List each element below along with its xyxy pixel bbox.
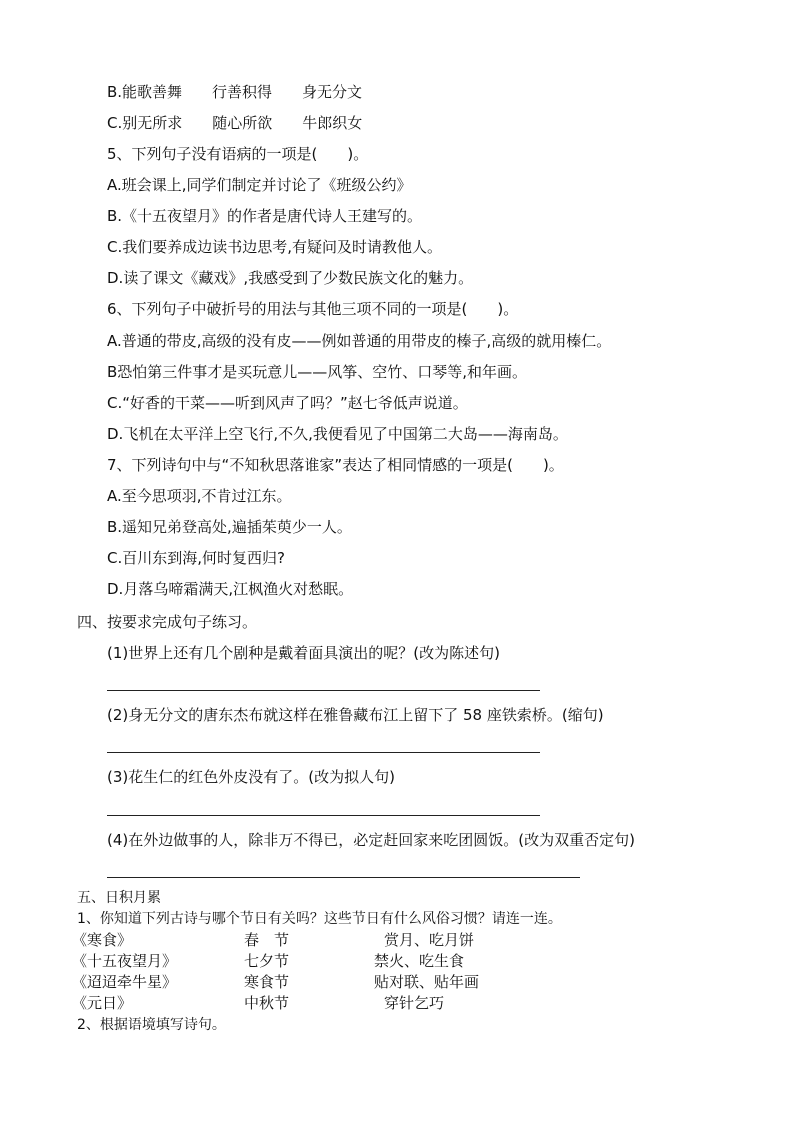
section5-q1: 1、你知道下列古诗与哪个节日有关吗？这些节日有什么风俗习惯？请连一连。 (77, 911, 562, 927)
q7-option-a: A.至今思项羽,不肯过江东。 (107, 487, 292, 505)
q5-option-a: A.班会课上,同学们制定并讨论了《班级公约》 (107, 176, 412, 194)
poem-item[interactable]: 《元日》 (72, 994, 133, 1012)
section4-item-3: (3)花生仁的红色外皮没有了。(改为拟人句) (107, 768, 395, 786)
section5-q2: 2、根据语境填写诗句。 (77, 1017, 226, 1033)
q6-stem: 6、下列句子中破折号的用法与其他三项不同的一项是( )。 (107, 300, 519, 318)
section4-item-2: (2)身无分文的唐东杰布就这样在雅鲁藏布江上留下了 58 座铁索桥。(缩句) (107, 706, 604, 724)
q5-stem: 5、下列句子没有语病的一项是( )。 (107, 145, 369, 163)
poem-item[interactable]: 《寒食》 (72, 931, 133, 949)
q4-option-c: C.别无所求 随心所欲 牛郎织女 (107, 114, 363, 132)
q5-option-b: B.《十五夜望月》的作者是唐代诗人王建写的。 (107, 207, 423, 225)
answer-line-4[interactable] (107, 877, 580, 878)
q5-option-c: C.我们要养成边读书边思考,有疑问及时请教他人。 (107, 238, 443, 256)
answer-line-3[interactable] (107, 815, 540, 816)
q6-option-c: C.“好香的干菜——听到风声了吗？”赵七爷低声说道。 (107, 394, 468, 412)
festival-item[interactable]: 七夕节 (244, 952, 290, 970)
poem-item[interactable]: 《迢迢牵牛星》 (72, 973, 178, 991)
custom-item[interactable]: 赏月、吃月饼 (384, 931, 475, 949)
q7-stem: 7、下列诗句中与“不知秋思落谁家”表达了相同情感的一项是( )。 (107, 456, 564, 474)
section4-item-4: (4)在外边做事的人，除非万不得已，必定赶回家来吃团圆饭。(改为双重否定句) (107, 831, 635, 849)
answer-line-1[interactable] (107, 690, 540, 691)
q6-option-b: B恐怕第三件事才是买玩意儿——风筝、空竹、口琴等,和年画。 (107, 363, 528, 381)
section5-title: 五、日积月累 (77, 890, 161, 906)
answer-line-2[interactable] (107, 752, 540, 753)
poem-item[interactable]: 《十五夜望月》 (72, 952, 178, 970)
custom-item[interactable]: 穿针乞巧 (384, 994, 445, 1012)
q4-option-b: B.能歌善舞 行善积得 身无分文 (107, 83, 363, 101)
custom-item[interactable]: 贴对联、贴年画 (374, 973, 480, 991)
section4-item-1: (1)世界上还有几个剧种是戴着面具演出的呢？(改为陈述句) (107, 644, 500, 662)
q6-option-a: A.普通的带皮,高级的没有皮——例如普通的用带皮的榛子,高级的就用榛仁。 (107, 332, 612, 350)
q5-option-d: D.读了课文《藏戏》,我感受到了少数民族文化的魅力。 (107, 269, 474, 287)
festival-item[interactable]: 春 节 (244, 931, 290, 949)
q6-option-d: D.飞机在太平洋上空飞行,不久,我便看见了中国第二大岛——海南岛。 (107, 425, 568, 443)
custom-item[interactable]: 禁火、吃生食 (374, 952, 465, 970)
section4-title: 四、按要求完成句子练习。 (77, 613, 258, 631)
q7-option-b: B.遥知兄弟登高处,遍插茱萸少一人。 (107, 518, 352, 536)
q7-option-d: D.月落乌啼霜满天,江枫渔火对愁眠。 (107, 580, 354, 598)
festival-item[interactable]: 中秋节 (244, 994, 290, 1012)
festival-item[interactable]: 寒食节 (244, 973, 290, 991)
q7-option-c: C.百川东到海,何时复西归? (107, 549, 285, 567)
